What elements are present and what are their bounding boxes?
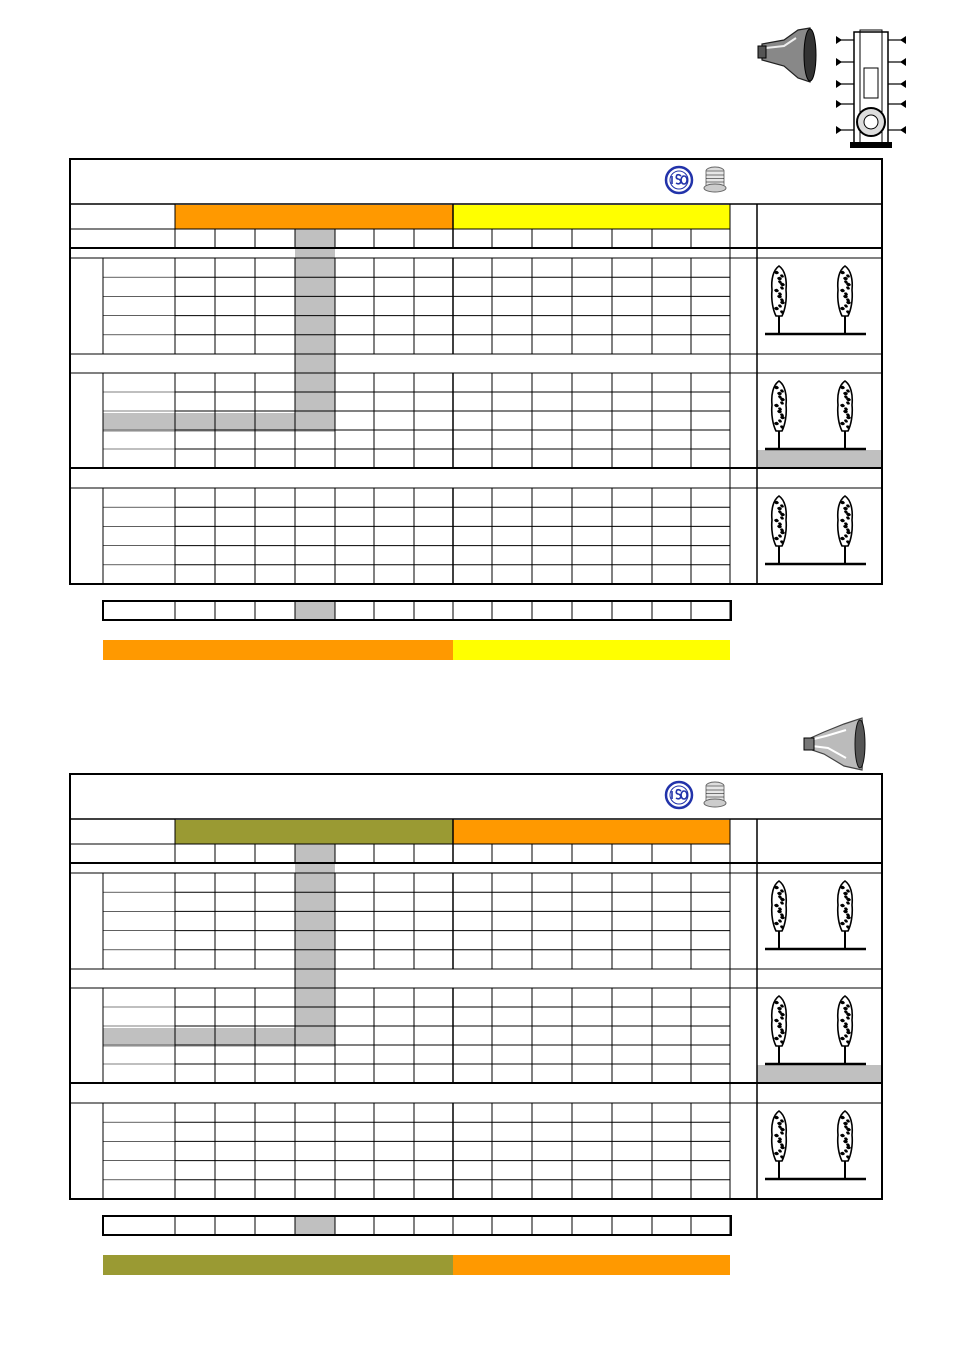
tree-icon — [838, 266, 853, 334]
cap-base — [704, 799, 726, 807]
tree-icon — [772, 996, 787, 1064]
cap-base — [704, 184, 726, 192]
nozzle-cap-icon — [704, 782, 726, 807]
boom-nozzle — [900, 58, 906, 66]
tree-row-icon — [765, 996, 866, 1064]
boom-nozzle — [900, 100, 906, 108]
legend-bar-left — [103, 1255, 453, 1275]
highlight-column — [295, 373, 335, 413]
tree-icon — [838, 381, 853, 449]
tree-icon — [772, 266, 787, 334]
iso-icon — [666, 782, 692, 808]
tree-icon — [838, 496, 853, 564]
header-band-left — [175, 205, 453, 229]
tree-row-icon — [765, 381, 866, 449]
legend-bar-right — [453, 640, 730, 660]
sprayer-boom-icon — [836, 30, 906, 148]
header-band-right — [453, 205, 730, 229]
nozzle-mouth — [855, 720, 865, 768]
boom-nozzle — [900, 126, 906, 134]
boom-fan-hub — [864, 115, 878, 129]
boom-nozzle — [836, 80, 842, 88]
tree-icon — [772, 881, 787, 949]
image-footer-strip — [757, 1065, 882, 1083]
iso-icon — [666, 167, 692, 193]
total-row — [103, 1216, 731, 1235]
tree-row-icon — [765, 1111, 866, 1179]
boom-nozzle — [836, 36, 842, 44]
boom-nozzle — [900, 80, 906, 88]
boom-nozzle — [836, 58, 842, 66]
tree-icon — [838, 1111, 853, 1179]
tree-row-icon — [765, 881, 866, 949]
image-footer-strip — [757, 450, 882, 468]
highlight-column — [295, 969, 335, 988]
boom-nozzle — [900, 36, 906, 44]
total-row — [103, 601, 731, 620]
nozzle-bottom-icon — [804, 718, 865, 770]
nozzle-inlet — [804, 738, 814, 750]
tree-icon — [772, 1111, 787, 1179]
total-highlight — [295, 602, 335, 619]
tree-icon — [838, 881, 853, 949]
nozzle-mouth — [804, 29, 816, 81]
boom-pump — [864, 68, 878, 98]
highlight-column — [295, 354, 335, 373]
boom-nozzle — [836, 126, 842, 134]
header-band-right — [453, 820, 730, 844]
header-band-left — [175, 820, 453, 844]
tree-icon — [838, 996, 853, 1064]
nozzle-top-icon — [758, 28, 816, 82]
spec-table-1 — [70, 159, 882, 660]
total-highlight — [295, 1217, 335, 1234]
tree-row-icon — [765, 496, 866, 564]
spec-table-2 — [70, 774, 882, 1275]
boom-base — [850, 142, 892, 148]
tree-icon — [772, 381, 787, 449]
legend-bar-right — [453, 1255, 730, 1275]
legend-bar-left — [103, 640, 453, 660]
tree-row-icon — [765, 266, 866, 334]
highlight-column — [295, 988, 335, 1028]
boom-nozzle — [836, 100, 842, 108]
tree-icon — [772, 496, 787, 564]
highlight-row — [103, 1028, 335, 1047]
nozzle-cap-icon — [704, 167, 726, 192]
nozzle-inlet — [758, 46, 766, 58]
highlight-row — [103, 413, 335, 432]
